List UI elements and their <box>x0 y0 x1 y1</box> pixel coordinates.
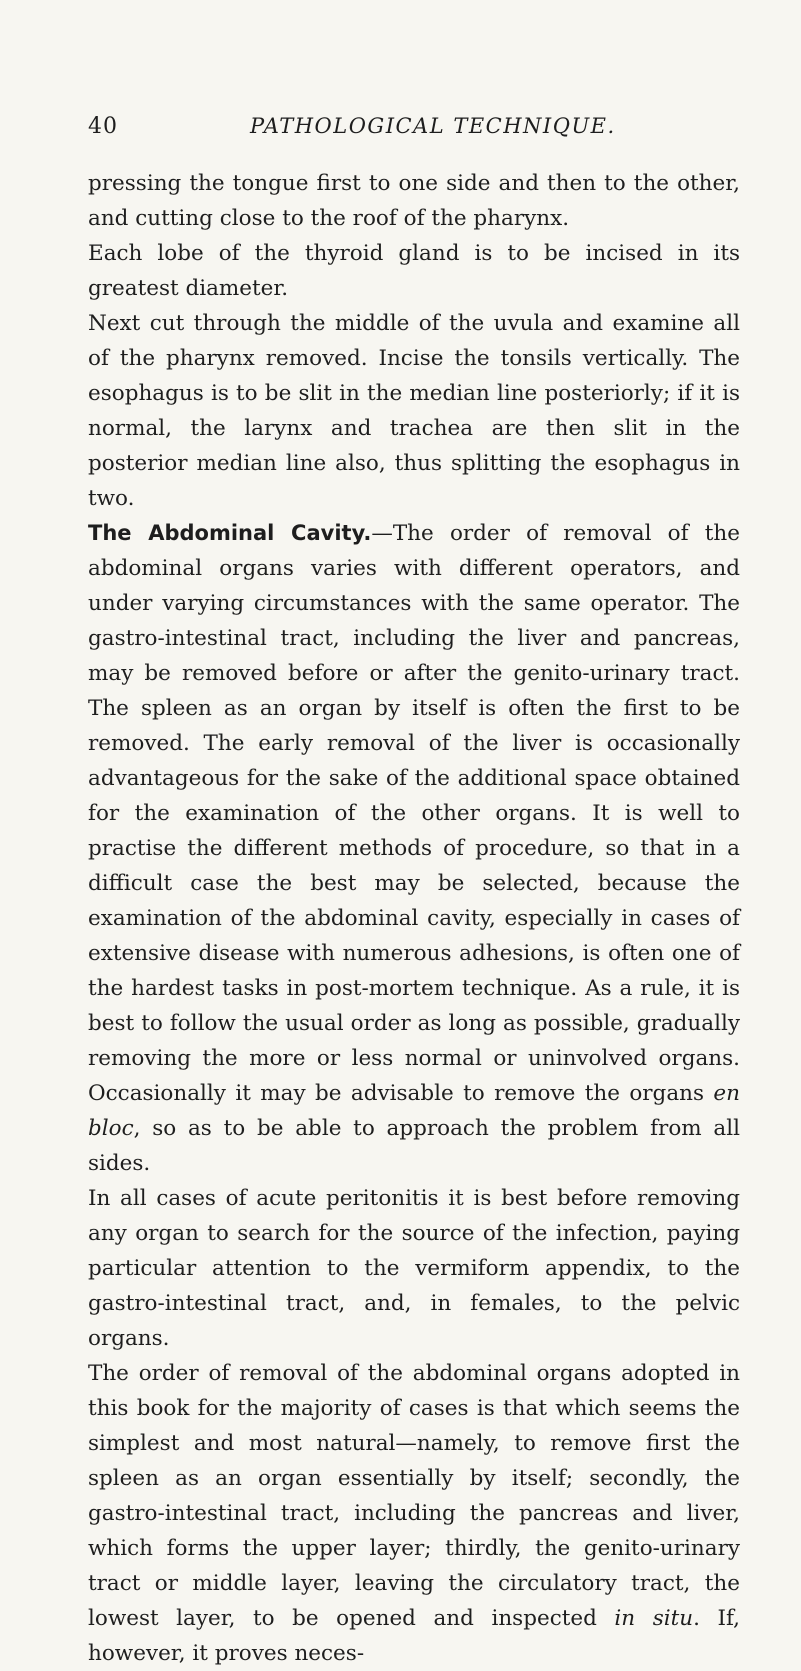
paragraph: Next cut through the middle of the uvula and examine all of the pharynx removed. Incise the tonsils vertically. The esophagus is to be slit in the median line posteriorly; if it is normal, the larynx and trachea are then slit in the posterior median line also, thus splitting the esophagus in two. <box>88 311 740 511</box>
paragraph <box>88 1356 740 1671</box>
paragraph-text: . If, however, it proves neces- <box>88 1606 740 1666</box>
paragraph: pressing the tongue first to one side and then to the other, and cutting close to the roof of the pharynx. <box>88 171 740 231</box>
page-number: 40 <box>88 114 118 139</box>
paragraph-text: , so as to be able to approach the problem from all sides. <box>88 1116 740 1176</box>
paragraph: In all cases of acute peritonitis it is best before removing any organ to search for the source of the infection, paying particular attention to the vermiform appendix, to the gastro-intestinal tract, and, in females, to the pelvic organs. <box>88 1186 740 1351</box>
italic-term: en bloc <box>88 1081 740 1141</box>
running-title: PATHOLOGICAL TECHNIQUE. <box>250 114 616 138</box>
paragraph: Each lobe of the thyroid gland is to be incised in its greatest diameter. <box>88 241 740 301</box>
section-heading: The Abdominal Cavity. <box>88 521 372 545</box>
paragraph-abdominal-cavity <box>88 516 740 1181</box>
page-header <box>88 114 738 148</box>
body-text <box>88 166 740 1671</box>
paragraph-text: The order of removal of the abdominal organs adopted in this book for the majority of cases is that which seems the simplest and most natural—namely, to remove first the spleen as an organ essentially by itself; secondly, the gastro-intestinal tract, including the pancreas and liver, which forms the upper layer; thirdly, the genito-urinary tract or middle layer, leaving the circulatory tract, the lowest layer, to be opened and inspected <box>88 1361 740 1631</box>
paragraph-text: —The order of removal of the abdominal organs varies with different operators, and under varying circumstances with the same operator. The gastro-intestinal tract, including the liver and pancreas, may be removed before or after the genito-urinary tract. The spleen as an organ by itself is often the first to be removed. The early removal of the liver is occasionally advantageous for the sake of the additional space obtained for the examination of the other organs. It is well to practise the different methods of procedure, so that in a difficult case the best may be selected, because the examination of the abdominal cavity, especially in cases of extensive disease with numerous adhesions, is often one of the hardest tasks in post-mortem technique. As a rule, it is best to follow the usual order as long as possible, gradually removing the more or less normal or uninvolved organs. Occasionally it may be advisable to remove the organs <box>88 521 740 1106</box>
italic-term: in situ <box>614 1606 694 1631</box>
